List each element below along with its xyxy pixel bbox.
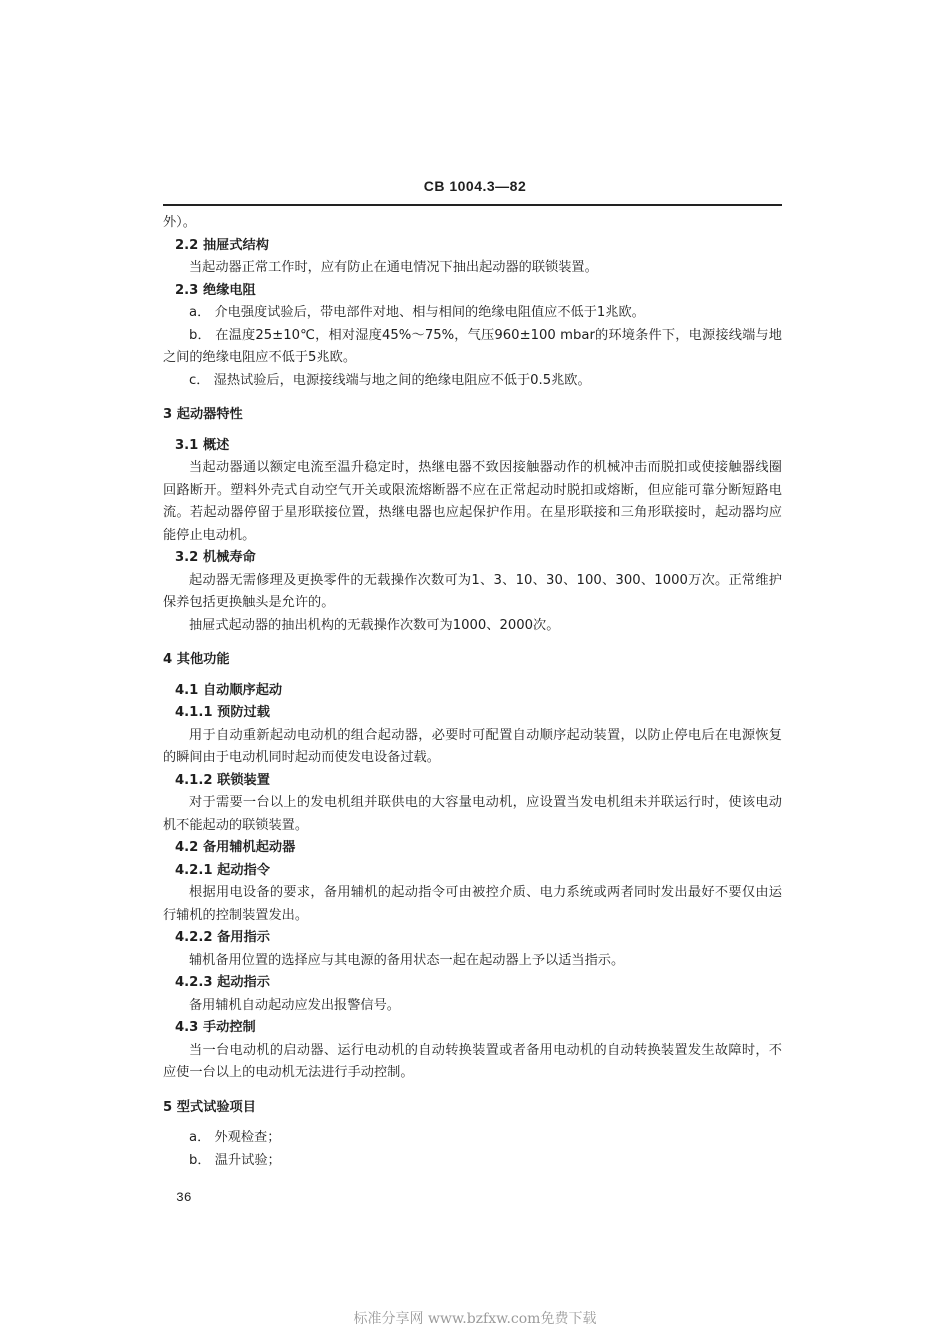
section-4-1-heading: 4.1 自动顺序起动	[175, 682, 283, 698]
section-3-1-heading: 3.1 概述	[175, 437, 230, 453]
section-4-3-text: 当一台电动机的启动器、运行电动机的自动转换装置或者备用电动机的自动转换装置发生故障时，不应使一台以上的电动机无法进行手动控制。	[163, 1042, 782, 1080]
section-4-2-1-text: 根据用电设备的要求，备用辅机的起动指令可由被控介质、电力系统或两者同时发出最好不要仅由运行辅机的控制装置发出。	[163, 885, 782, 923]
section-4-1-1-heading: 4.1.1 预防过载	[175, 705, 270, 720]
watermark-text: 标准分享网 www.bzfxw.com免费下载	[353, 1311, 597, 1327]
section-2-3-item-c: c． 湿热试验后，电源接线端与地之间的绝缘电阻应不低于0.5兆欧。	[189, 372, 591, 388]
continuation-line: 外）。	[163, 215, 196, 230]
section-4-2-2-heading: 4.2.2 备用指示	[175, 930, 270, 945]
section-4-2-2-text: 辅机备用位置的选择应与其电源的备用状态一起在起动器上予以适当指示。	[189, 952, 625, 968]
section-3-1-text: 当起动器通以额定电流至温升稳定时，热继电器不致因接触器动作的机械冲击而脱扣或使接触器线圈回路断开。塑料外壳式自动空气开关或限流熔断器不应在正常起动时脱扣或熔断，但应能可靠分断短路电流。若起动器停留于星形联接位置，热继电器也应起保护作用。在星形联接和三角形联接时，起动器均应能停止电动机。	[163, 460, 782, 543]
section-2-3-heading: 2.3 绝缘电阻	[175, 282, 256, 298]
section-2-3-item-a: a． 介电强度试验后，带电部件对地、相与相间的绝缘电阻值应不低于1兆欧。	[189, 305, 645, 320]
section-3-2-heading: 3.2 机械寿命	[175, 550, 256, 565]
section-2-3-item-b: b． 在温度25±10℃，相对湿度45%～75%，气压960±100 mbar的环境条件下，电源接线端与地之间的绝缘电阻应不低于5兆欧。	[163, 327, 782, 365]
section-4-1-1-text: 用于自动重新起动电动机的组合起动器，必要时可配置自动顺序起动装置，以防止停电后在电源恢复的瞬间由于电动机同时起动而使发电设备过载。	[163, 727, 782, 765]
section-4-3-heading: 4.3 手动控制	[175, 1020, 256, 1035]
section-4-heading: 4 其他功能	[163, 652, 230, 667]
section-5-heading: 5 型式试验项目	[163, 1099, 256, 1115]
document-body	[163, 212, 782, 1172]
section-4-2-3-heading: 4.2.3 起动指示	[175, 975, 270, 990]
section-2-2-text: 当起动器正常工作时，应有防止在通电情况下抽出起动器的联锁装置。	[189, 260, 598, 275]
section-4-2-3-text: 备用辅机自动起动应发出报警信号。	[189, 997, 400, 1013]
section-4-1-2-heading: 4.1.2 联锁装置	[175, 772, 270, 788]
section-3-2-text-b: 抽屉式起动器的抽出机构的无载操作次数可为1000、2000次。	[189, 617, 560, 633]
section-3-heading: 3 起动器特性	[163, 407, 243, 422]
section-3-2-text-a: 起动器无需修理及更换零件的无载操作次数可为1、3、10、30、100、300、1000万次。正常维护保养包括更换触头是允许的。	[163, 572, 782, 610]
section-2-2-heading: 2.2 抽屉式结构	[175, 237, 269, 253]
section-4-2-1-heading: 4.2.1 起动指令	[175, 862, 270, 878]
header-rule	[163, 204, 782, 206]
section-5-item-a: a． 外观检查；	[189, 1130, 281, 1145]
section-4-2-heading: 4.2 备用辅机起动器	[175, 840, 296, 855]
section-4-1-2-text: 对于需要一台以上的发电机组并联供电的大容量电动机，应设置当发电机组未并联运行时，使该电动机不能起动的联锁装置。	[163, 795, 782, 833]
page-header-code: CB 1004.3—82	[423, 178, 527, 194]
section-5-item-b: b． 温升试验；	[189, 1152, 281, 1168]
page-number: 36	[176, 1190, 192, 1205]
